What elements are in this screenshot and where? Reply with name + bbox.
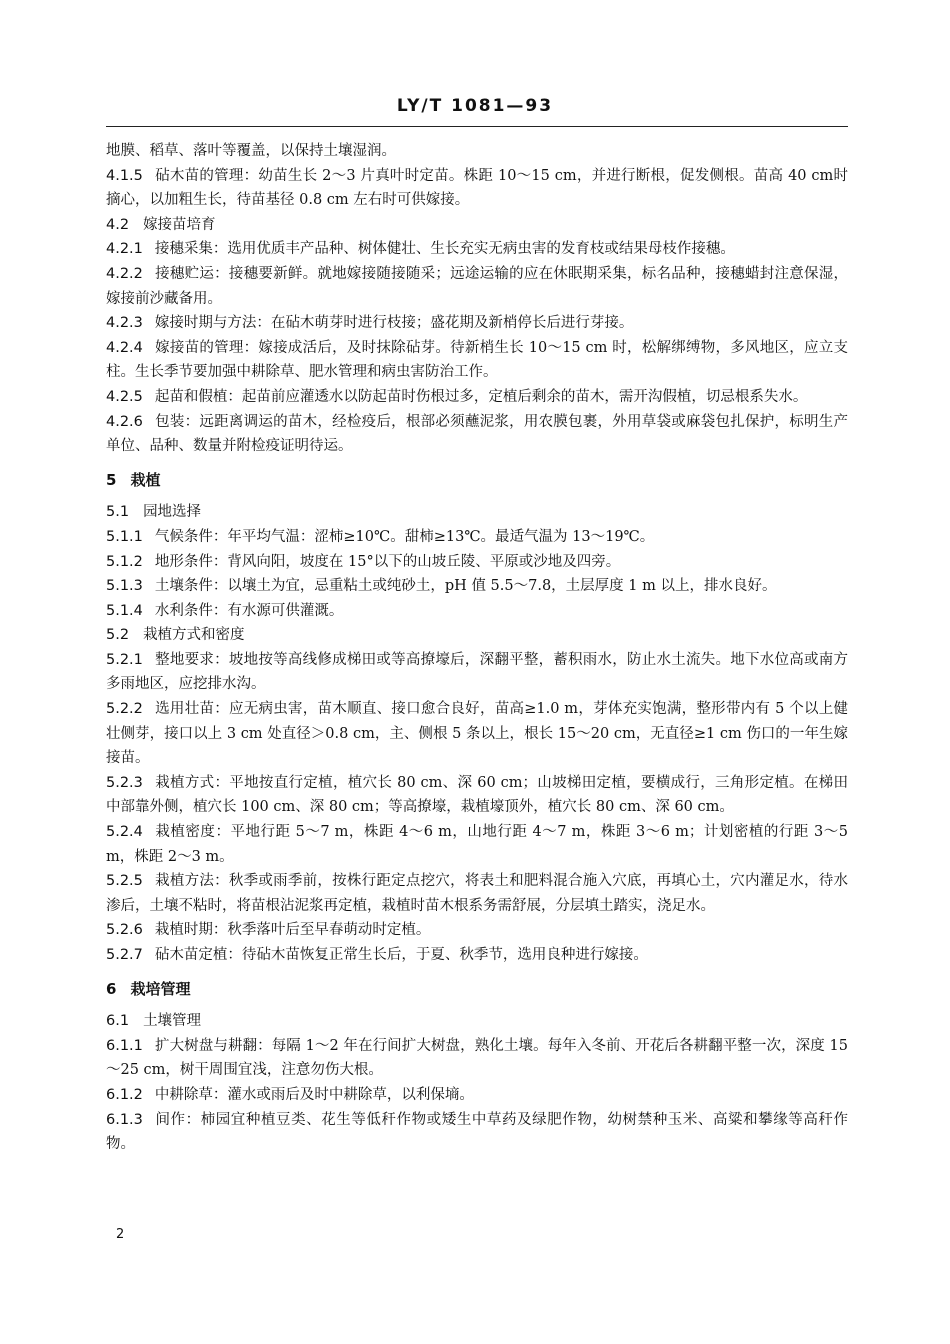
clause-text: 栽植方法：秋季或雨季前，按株行距定点挖穴，将表土和肥料混合施入穴底，再填心土，穴内灌足水，待水渗后，土壤不粘时，将苗根沾泥浆再定植，栽植时苗木根系务需舒展，分层填土踏实，浇足水。 <box>106 873 848 914</box>
clause-text: 包装：远距离调运的苗木，经检疫后，根部必须蘸泥浆，用农膜包裹，外用草袋或麻袋包扎保护，标明生产单位、品种、数量并附检疫证明待运。 <box>106 413 848 455</box>
page-number: 2 <box>116 1227 125 1242</box>
clause-text: 接穗贮运：接穗要新鲜。就地嫁接随接随采；远途运输的应在休眠期采集，标名品种，接穗蜡封注意保湿，嫁接前沙藏备用。 <box>106 265 848 307</box>
clause-number: 5.1.1 <box>106 528 143 545</box>
subsection-title: 园地选择 <box>143 504 202 521</box>
clause-5-2-5 <box>106 869 848 918</box>
clause-text: 水利条件：有水源可供灌溉。 <box>154 602 344 619</box>
clause-number: 5.2.6 <box>106 922 143 939</box>
clause-4-2-4 <box>106 336 848 385</box>
section-title: 栽培管理 <box>130 979 191 998</box>
section-5-heading <box>106 468 848 493</box>
section-number: 5 <box>106 470 117 489</box>
paragraph-text: 地膜、稻草、落叶等覆盖，以保持土壤湿润。 <box>106 143 396 159</box>
subsection-title: 栽植方式和密度 <box>143 627 245 644</box>
section-6-heading <box>106 977 848 1002</box>
clause-number: 4.2.3 <box>106 315 143 332</box>
clause-number: 4.2.2 <box>106 265 143 282</box>
clause-5-2-7 <box>106 943 848 968</box>
clause-4-2-3 <box>106 311 848 336</box>
clause-text: 嫁接苗的管理：嫁接成活后，及时抹除砧芽。待新梢生长 10～15 cm 时，松解绑缚物，多风地区，应立支柱。生长季节要加强中耕除草、肥水管理和病虫害防治工作。 <box>106 339 848 381</box>
clause-5-1-4 <box>106 599 848 624</box>
document-body <box>106 139 848 1157</box>
clause-number: 5.2.4 <box>106 824 143 841</box>
clause-number: 5.2.3 <box>106 774 143 791</box>
clause-number: 5.2.1 <box>106 651 143 668</box>
clause-text: 地形条件：背风向阳，坡度在 15°以下的山坡丘陵、平原或沙地及四旁。 <box>154 553 621 570</box>
clause-number: 5.2.5 <box>106 873 143 890</box>
subsection-number: 4.2 <box>106 216 130 233</box>
clause-text: 栽植时期：秋季落叶后至早春萌动时定植。 <box>154 922 431 939</box>
subsection-number: 6.1 <box>106 1013 130 1030</box>
clause-4-1-5 <box>106 164 848 213</box>
clause-number: 4.2.5 <box>106 388 143 405</box>
clause-number: 6.1.3 <box>106 1111 143 1128</box>
clause-number: 5.2.2 <box>106 701 143 718</box>
clause-number: 6.1.2 <box>106 1086 143 1103</box>
subsection-5-1 <box>106 500 848 525</box>
clause-number: 5.2.7 <box>106 947 143 963</box>
clause-text: 接穗采集：选用优质丰产品种、树体健壮、生长充实无病虫害的发育枝或结果母枝作接穗。 <box>154 241 735 258</box>
clause-6-1-2 <box>106 1083 848 1108</box>
clause-5-1-1 <box>106 525 848 550</box>
clause-text: 砧木苗的管理：幼苗生长 2～3 片真叶时定苗。株距 10～15 cm，并进行断根，促发侧根。苗高 40 cm时摘心，以加粗生长，待苗基径 0.8 cm 左右时可供嫁接。 <box>106 167 848 209</box>
clause-text: 间作：柿园宜种植豆类、花生等低秆作物或矮生中草药及绿肥作物，幼树禁种玉米、高粱和攀缘等高秆作物。 <box>106 1111 848 1153</box>
page-header: LY/T 1081—93 <box>396 96 554 116</box>
clause-text: 扩大树盘与耕翻：每隔 1～2 年在行间扩大树盘，熟化土壤。每年入冬前、开花后各耕翻平整一次，深度 15～25 cm，树干周围宜浅，注意勿伤大根。 <box>106 1037 848 1079</box>
clause-number: 5.1.3 <box>106 578 143 595</box>
clause-5-2-2 <box>106 697 848 771</box>
header-rule <box>106 126 848 127</box>
clause-4-2-1 <box>106 237 848 262</box>
subsection-5-2 <box>106 623 848 648</box>
subsection-4-2 <box>106 213 848 238</box>
clause-6-1-3 <box>106 1108 848 1157</box>
clause-number: 4.2.4 <box>106 339 143 356</box>
paragraph-continuation <box>106 139 848 164</box>
clause-5-2-6 <box>106 918 848 943</box>
subsection-title: 嫁接苗培育 <box>143 216 216 233</box>
subsection-number: 5.2 <box>106 627 130 644</box>
clause-5-1-2 <box>106 550 848 575</box>
clause-4-2-6 <box>106 410 848 459</box>
clause-4-2-5 <box>106 385 848 410</box>
clause-text: 起苗和假植：起苗前应灌透水以防起苗时伤根过多，定植后剩余的苗木，需开沟假植，切忌根系失水。 <box>154 388 808 405</box>
clause-text: 中耕除草：灌水或雨后及时中耕除草，以利保墒。 <box>154 1086 474 1103</box>
subsection-number: 5.1 <box>106 504 130 521</box>
clause-5-2-1 <box>106 648 848 697</box>
clause-text: 栽植密度：平地行距 5～7 m，株距 4～6 m，山地行距 4～7 m，株距 3～6 m；计划密植的行距 3～5 m，株距 2～3 m。 <box>106 824 848 865</box>
clause-text: 气候条件：年平均气温：涩柿≥10℃。甜柿≥13℃。最适气温为 13～19℃。 <box>154 528 655 545</box>
clause-text: 栽植方式：平地按直行定植，植穴长 80 cm、深 60 cm；山坡梯田定植，要横成行，三角形定植。在梯田中部靠外侧，植穴长 100 cm、深 80 cm；等高撩壕，栽植壕顶外，植穴长 80 cm、深 60 cm。 <box>106 774 848 816</box>
section-title: 栽植 <box>130 470 161 489</box>
clause-number: 4.2.6 <box>106 413 143 430</box>
clause-5-2-4 <box>106 820 848 869</box>
clause-4-2-2 <box>106 262 848 311</box>
clause-6-1-1 <box>106 1034 848 1083</box>
clause-number: 4.1.5 <box>106 167 143 184</box>
subsection-6-1 <box>106 1009 848 1034</box>
clause-text: 整地要求：坡地按等高线修成梯田或等高撩壕后，深翻平整，蓄积雨水，防止水土流失。地下水位高或南方多雨地区，应挖排水沟。 <box>106 651 848 693</box>
clause-number: 5.1.4 <box>106 602 143 619</box>
clause-5-1-3 <box>106 574 848 599</box>
clause-text: 土壤条件：以壤土为宜，忌重粘土或纯砂土，pH 值 5.5～7.8，土层厚度 1 m 以上，排水良好。 <box>154 578 777 595</box>
clause-text: 嫁接时期与方法：在砧木萌芽时进行枝接；盛花期及新梢停长后进行芽接。 <box>154 315 634 332</box>
clause-text: 选用壮苗：应无病虫害，苗木顺直、接口愈合良好，苗高≥1.0 m，芽体充实饱满，整形带内有 5 个以上健壮侧芽，接口以上 3 cm 处直径＞0.8 cm，主、侧根 5 条以上，根长 15～20 cm，无直径≥1 cm 伤口的一年生嫁接苗。 <box>106 701 848 767</box>
clause-text: 砧木苗定植：待砧木苗恢复正常生长后，于夏、秋季节，选用良种进行嫁接。 <box>154 947 648 963</box>
section-number: 6 <box>106 979 117 998</box>
clause-5-2-3 <box>106 771 848 820</box>
subsection-title: 土壤管理 <box>143 1013 202 1030</box>
clause-number: 4.2.1 <box>106 241 143 258</box>
clause-number: 6.1.1 <box>106 1037 143 1054</box>
clause-number: 5.1.2 <box>106 553 143 570</box>
